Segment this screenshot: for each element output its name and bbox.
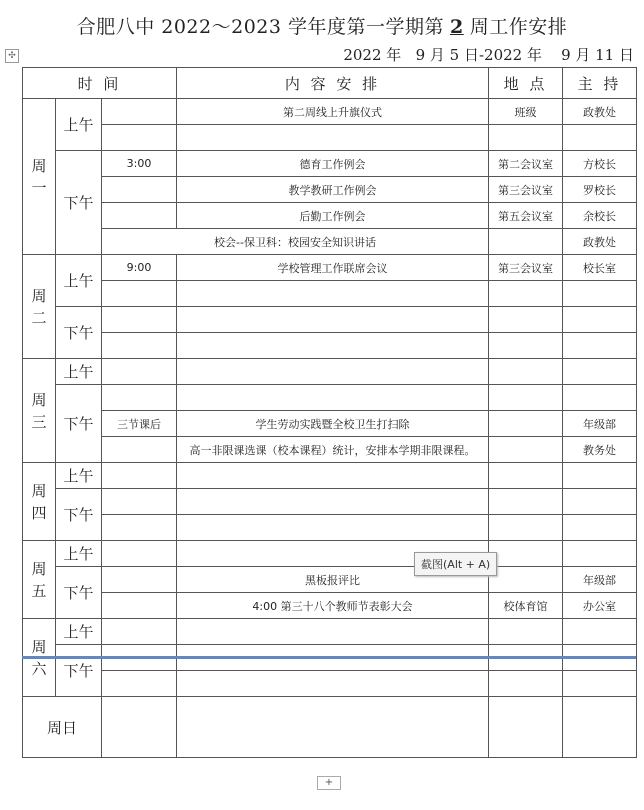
half-label: 上午	[56, 463, 102, 489]
host-cell[interactable]	[563, 515, 637, 541]
time-cell[interactable]: 3:00	[102, 151, 177, 177]
time-cell[interactable]: 三节课后	[102, 411, 177, 437]
place-cell[interactable]	[489, 567, 563, 593]
host-cell[interactable]	[563, 489, 637, 515]
content-cell[interactable]	[177, 671, 489, 697]
host-cell[interactable]: 办公室	[563, 593, 637, 619]
content-cell[interactable]: 高一非限课选课（校本课程）统计，安排本学期非限课程。	[177, 437, 489, 463]
place-cell[interactable]: 第五会议室	[489, 203, 563, 229]
place-cell[interactable]: 第二会议室	[489, 151, 563, 177]
time-cell[interactable]: 9:00	[102, 255, 177, 281]
time-cell[interactable]	[102, 125, 177, 151]
schedule-table	[22, 67, 637, 758]
date-range: 2022 年 9 月 5 日-2022 年 9 月 11 日	[343, 46, 634, 64]
table-row	[23, 255, 637, 281]
table-row	[23, 229, 637, 255]
place-cell[interactable]	[489, 671, 563, 697]
place-cell[interactable]	[489, 489, 563, 515]
content-cell[interactable]	[177, 281, 489, 307]
place-cell[interactable]	[489, 307, 563, 333]
half-label: 上午	[56, 99, 102, 151]
host-cell[interactable]	[563, 541, 637, 567]
time-cell[interactable]	[102, 697, 177, 758]
content-cell[interactable]: 学校管理工作联席会议	[177, 255, 489, 281]
table-row	[23, 333, 637, 359]
host-cell[interactable]	[563, 463, 637, 489]
content-cell[interactable]: 第二周线上升旗仪式	[177, 99, 489, 125]
host-cell[interactable]: 年级部	[563, 567, 637, 593]
table-row	[23, 359, 637, 385]
host-cell[interactable]	[563, 697, 637, 758]
title-prefix: 合肥八中 2022～2023 学年度第一学期第	[76, 16, 445, 38]
table-row	[23, 411, 637, 437]
host-cell[interactable]	[563, 359, 637, 385]
day-label: 周 五	[23, 541, 56, 619]
host-cell[interactable]: 教务处	[563, 437, 637, 463]
day-label: 周 四	[23, 463, 56, 541]
half-label: 下午	[56, 567, 102, 619]
time-cell[interactable]	[102, 489, 177, 515]
title-suffix: 周工作安排	[469, 16, 568, 38]
day-label: 周 二	[23, 255, 56, 359]
document-title	[0, 12, 644, 39]
time-cell[interactable]	[102, 385, 177, 411]
time-cell[interactable]	[102, 281, 177, 307]
table-row	[23, 125, 637, 151]
time-cell[interactable]	[102, 307, 177, 333]
table-row	[23, 515, 637, 541]
table-row	[23, 567, 637, 593]
content-cell[interactable]: 教学教研工作例会	[177, 177, 489, 203]
table-row	[23, 203, 637, 229]
table-row	[23, 593, 637, 619]
place-cell[interactable]	[489, 697, 563, 758]
place-cell[interactable]: 校体育馆	[489, 593, 563, 619]
table-row	[23, 489, 637, 515]
content-cell[interactable]: 德育工作例会	[177, 151, 489, 177]
host-cell[interactable]: 余校长	[563, 203, 637, 229]
place-cell[interactable]	[489, 541, 563, 567]
place-cell[interactable]: 第三会议室	[489, 177, 563, 203]
content-cell[interactable]	[177, 333, 489, 359]
host-cell[interactable]	[563, 671, 637, 697]
table-row	[23, 307, 637, 333]
table-row	[23, 463, 637, 489]
day-label: 周 六	[23, 619, 56, 697]
header-time: 时 间	[23, 68, 177, 99]
screenshot-tooltip: 截图(Alt + A)	[414, 552, 497, 576]
host-cell[interactable]	[563, 385, 637, 411]
host-cell[interactable]	[563, 333, 637, 359]
time-cell[interactable]	[102, 463, 177, 489]
day-label: 周日	[23, 697, 102, 758]
table-row	[23, 99, 637, 125]
time-cell[interactable]	[102, 567, 177, 593]
table-row	[23, 541, 637, 567]
place-cell[interactable]: 第三会议室	[489, 255, 563, 281]
content-cell[interactable]: 校会--保卫科：校园安全知识讲话	[102, 229, 489, 255]
host-cell[interactable]: 罗校长	[563, 177, 637, 203]
place-cell[interactable]	[489, 333, 563, 359]
place-cell[interactable]	[489, 437, 563, 463]
place-cell[interactable]	[489, 411, 563, 437]
content-cell[interactable]	[177, 515, 489, 541]
time-cell[interactable]	[102, 541, 177, 567]
host-cell[interactable]	[563, 307, 637, 333]
header-content: 内 容 安 排	[177, 68, 489, 99]
time-cell[interactable]	[102, 177, 177, 203]
host-cell[interactable]: 年级部	[563, 411, 637, 437]
place-cell[interactable]	[489, 281, 563, 307]
table-row	[23, 697, 637, 758]
table-row	[23, 385, 637, 411]
half-label: 上午	[56, 255, 102, 307]
table-move-handle-icon[interactable]: ✣	[5, 49, 19, 63]
selection-highlight-bar	[22, 656, 636, 659]
time-cell[interactable]	[102, 619, 177, 645]
host-cell[interactable]	[563, 125, 637, 151]
content-cell[interactable]	[177, 463, 489, 489]
half-label: 上午	[56, 541, 102, 567]
content-cell[interactable]: 学生劳动实践暨全校卫生打扫除	[177, 411, 489, 437]
content-cell[interactable]: 后勤工作例会	[177, 203, 489, 229]
place-cell[interactable]	[489, 229, 563, 255]
time-cell[interactable]	[102, 333, 177, 359]
content-cell[interactable]	[177, 619, 489, 645]
day-label: 周 三	[23, 359, 56, 463]
table-row	[23, 671, 637, 697]
place-cell[interactable]	[489, 619, 563, 645]
content-cell[interactable]: 4:00 第三十八个教师节表彰大会	[177, 593, 489, 619]
day-label: 周 一	[23, 99, 56, 255]
half-label: 上午	[56, 619, 102, 645]
table-row	[23, 437, 637, 463]
place-cell[interactable]	[489, 385, 563, 411]
table-row	[23, 177, 637, 203]
content-cell[interactable]: 黑板报评比	[177, 567, 489, 593]
time-cell[interactable]	[102, 203, 177, 229]
half-label: 下午	[56, 385, 102, 463]
time-cell[interactable]	[102, 515, 177, 541]
table-row	[23, 151, 637, 177]
place-cell[interactable]	[489, 515, 563, 541]
host-cell[interactable]	[563, 281, 637, 307]
half-label: 下午	[56, 151, 102, 255]
header-place: 地 点	[489, 68, 563, 99]
host-cell[interactable]: 政教处	[563, 229, 637, 255]
header-host: 主 持	[563, 68, 637, 99]
add-row-button[interactable]: +	[317, 776, 341, 790]
table-row	[23, 619, 637, 645]
time-cell[interactable]	[102, 99, 177, 125]
host-cell[interactable]: 校长室	[563, 255, 637, 281]
half-label: 下午	[56, 645, 102, 697]
time-cell[interactable]	[102, 593, 177, 619]
content-cell[interactable]	[177, 125, 489, 151]
half-label: 下午	[56, 489, 102, 541]
place-cell[interactable]	[489, 463, 563, 489]
content-cell[interactable]	[177, 697, 489, 758]
time-cell[interactable]	[102, 671, 177, 697]
time-cell[interactable]	[102, 359, 177, 385]
place-cell[interactable]: 班级	[489, 99, 563, 125]
week-number: 2	[450, 16, 464, 38]
content-cell[interactable]	[177, 385, 489, 411]
time-cell[interactable]	[102, 437, 177, 463]
content-cell[interactable]	[177, 359, 489, 385]
half-label: 上午	[56, 359, 102, 385]
content-cell[interactable]	[177, 489, 489, 515]
header-row	[23, 68, 637, 99]
place-cell[interactable]	[489, 125, 563, 151]
table-row	[23, 281, 637, 307]
host-cell[interactable]: 方校长	[563, 151, 637, 177]
content-cell[interactable]	[177, 307, 489, 333]
place-cell[interactable]	[489, 359, 563, 385]
host-cell[interactable]: 政教处	[563, 99, 637, 125]
half-label: 下午	[56, 307, 102, 359]
host-cell[interactable]	[563, 619, 637, 645]
